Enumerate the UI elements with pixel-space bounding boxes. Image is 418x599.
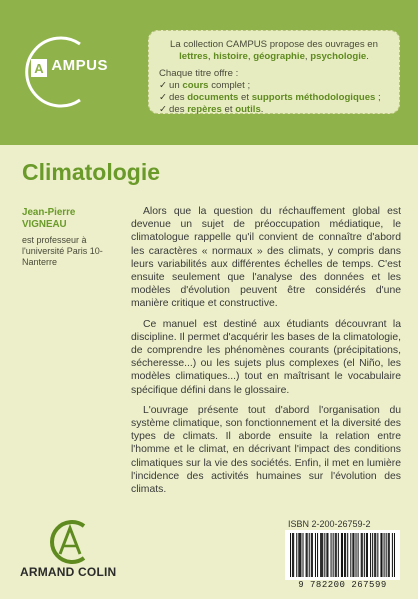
- paragraph: Ce manuel est destiné aux étudiants découvrant la discipline. Il permet d'acquérir les bases de la climatologie, de comprendre les phénomènes courants (précipitations, sécheresse...) ou les sujets plus complexes (el Niño, les modèles climatiques...) tout en maîtrisant le vocabulaire spécifique défini dans le glossaire.: [131, 318, 401, 396]
- subject-highlight: histoire: [213, 51, 248, 62]
- paragraph: Alors que la question du réchauffement global est devenue un sujet de préoccupation médiatique, le climatologue rappelle qu'il convient de connaître d'abord les caractères « normaux » des climats, y compris dans leurs variabilités aux différentes échelles de temps. C'est ensuite seulement que l'analyse des données et les modèles d'évolution peuvent être considérés d'une manière critique et constructive.: [131, 206, 401, 310]
- intro-text: ,: [247, 51, 254, 62]
- checklist-item: [159, 80, 389, 92]
- item-text: ;: [375, 92, 381, 103]
- isbn: ISBN 2-200-26759-2: [288, 519, 371, 529]
- checklist-item: [159, 104, 389, 116]
- author-name: [22, 207, 122, 231]
- svg-text:A: A: [34, 61, 44, 76]
- item-text: un: [169, 80, 183, 91]
- intro-text: .: [366, 51, 369, 62]
- item-text: des: [169, 92, 188, 103]
- back-cover-text: [131, 205, 401, 503]
- paragraph: L'ouvrage présente tout d'abord l'organisation du système climatique, son fonctionnement et la diversité des types de climats. Il aborde ensuite la relation entre l'homme et le climat, en décrivant l'impact des conditions climatiques sur la vie des sociétés. Enfin, il met en lumière l'incidence des activités humaines sur l'évolution des climats.: [131, 404, 401, 496]
- list-title: Chaque titre offre :: [159, 68, 239, 79]
- item-text: des: [169, 104, 188, 115]
- checkmark-icon: ✓: [159, 104, 168, 115]
- item-text: .: [260, 104, 264, 115]
- book-title: Climatologie: [22, 159, 161, 185]
- collection-intro: [159, 39, 389, 63]
- intro-text: ,: [304, 51, 311, 62]
- item-highlight: repères: [187, 104, 222, 115]
- intro-text: La collection CAMPUS propose des ouvrages en: [170, 39, 378, 50]
- author-first-name: Jean-Pierre: [22, 207, 76, 218]
- checkmark-icon: ✓: [159, 80, 168, 91]
- intro-text: ,: [207, 51, 214, 62]
- item-text: et: [221, 104, 236, 115]
- checkmark-icon: ✓: [159, 92, 168, 103]
- campus-label: AMPUS: [51, 57, 109, 74]
- checklist-item: [159, 92, 389, 104]
- item-highlight: documents: [187, 92, 239, 103]
- barcode: [285, 530, 400, 580]
- subject-highlight: lettres: [179, 51, 208, 62]
- author-bio: est professeur à l'université Paris 10-Nanterre: [22, 235, 103, 267]
- subject-highlight: psychologie: [310, 51, 367, 62]
- item-highlight: outils: [235, 104, 261, 115]
- author-last-name: VIGNEAU: [22, 219, 67, 230]
- collection-info-box: [148, 30, 400, 114]
- publisher-name: ARMAND COLIN: [20, 565, 117, 579]
- barcode-digits: 9 782200 267599: [298, 580, 387, 590]
- item-text: et: [238, 92, 252, 103]
- item-highlight: cours: [182, 80, 209, 91]
- subject-highlight: géographie: [253, 51, 305, 62]
- item-text: complet ;: [208, 80, 251, 91]
- item-highlight: supports méthodologiques: [251, 92, 376, 103]
